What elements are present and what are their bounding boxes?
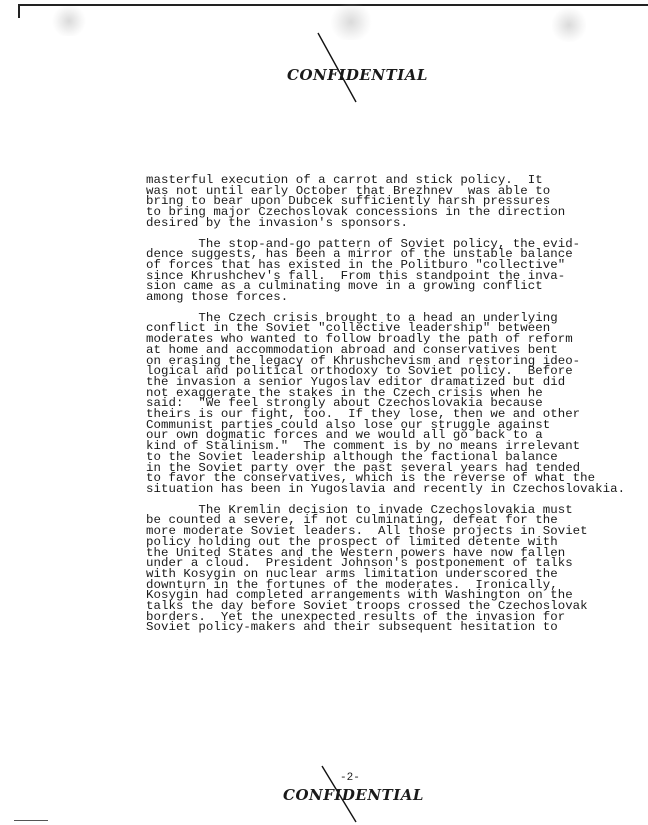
text-line: policy holding out the prospect of limited detente with [146,534,558,549]
text-line: said: "We feel strongly about Czechoslovakia because [146,396,543,411]
text-line: sion came as a culminating move in a growing conflict [146,279,543,294]
text-line: talks the day before Soviet troops crossed the Czechoslovak [146,599,588,614]
text-line: among those forces. [146,290,289,305]
text-line: desired by the invasion's sponsors. [146,215,408,230]
text-line: to the Soviet leadership although the factional balance [146,449,558,464]
text-line: dence suggests, has been a mirror of the unstable balance [146,247,573,262]
text-line: be counted a severe, if not culminating, defeat for the [146,513,558,528]
text-line: with Kosygin on nuclear arms limitation underscored the [146,566,558,581]
text-line: at home and accommodation abroad and conservatives bent [146,342,558,357]
text-line: Soviet policy-makers and their subsequent hesitation to [146,620,558,635]
footer-classification: CONFIDENTIAL [283,786,424,804]
text-line: bring to bear upon Dubcek sufficiently harsh pressures [146,194,551,209]
text-line: in the Soviet party over the past several years had tended [146,460,581,475]
text-line: situation has been in Yugoslavia and recently in Czechoslovakia. [146,481,626,496]
page-number: -2- [340,772,360,784]
text-line: the invasion a senior Yugoslav editor dramatized but did [146,374,566,389]
text-line: to bring major Czechoslovak concessions in the direction [146,205,566,220]
text-line: moderates who wanted to follow broadly the path of reform [146,332,573,347]
text-line: kind of Stalinism." The comment is by no means irrelevant [146,439,581,454]
text-line: was not until early October that Brezhnev was able to [146,183,551,198]
text-line: The stop-and-go pattern of Soviet policy, the evid- [146,236,581,251]
text-line: downturn in the fortunes of the moderates. Ironically, [146,577,558,592]
text-line: The Kremlin decision to invade Czechoslovakia must [146,502,573,517]
text-line: Kosygin had completed arrangements with Washington on the [146,588,573,603]
text-line: since Khrushchev's fall. From this standpoint the inva- [146,268,566,283]
text-line: masterful execution of a carrot and stick policy. It [146,173,543,187]
text-line: Communist parties could also lose our struggle against [146,417,551,432]
text-line: more moderate Soviet leaders. All those projects in Soviet [146,524,588,539]
text-line: The Czech crisis brought to a head an underlying [146,310,558,325]
text-line: conflict in the Soviet "collective leadership" between [146,321,551,336]
text-line: under a cloud. President Johnson's postponement of talks [146,556,573,571]
text-line: our own dogmatic forces and we would all go back to a [146,428,543,443]
text-line: on erasing the legacy of Khrushchevism and restoring ideo- [146,353,581,368]
text-line: the United States and the Western powers have now fallen [146,545,566,560]
text-line: not exaggerate the stakes in the Czech crisis when he [146,385,543,400]
text-line: logical and political orthodoxy to Soviet policy. Before [146,364,573,379]
header-classification: CONFIDENTIAL [287,66,428,84]
text-line: borders. Yet the unexpected results of the invasion for [146,609,566,624]
text-line: of forces that has existed in the Politburo "collective" [146,257,566,272]
text-line: to favor the conservatives, which is the reverse of what the [146,471,596,486]
text-line: theirs is our fight, too. If they lose, then we and other [146,407,581,422]
